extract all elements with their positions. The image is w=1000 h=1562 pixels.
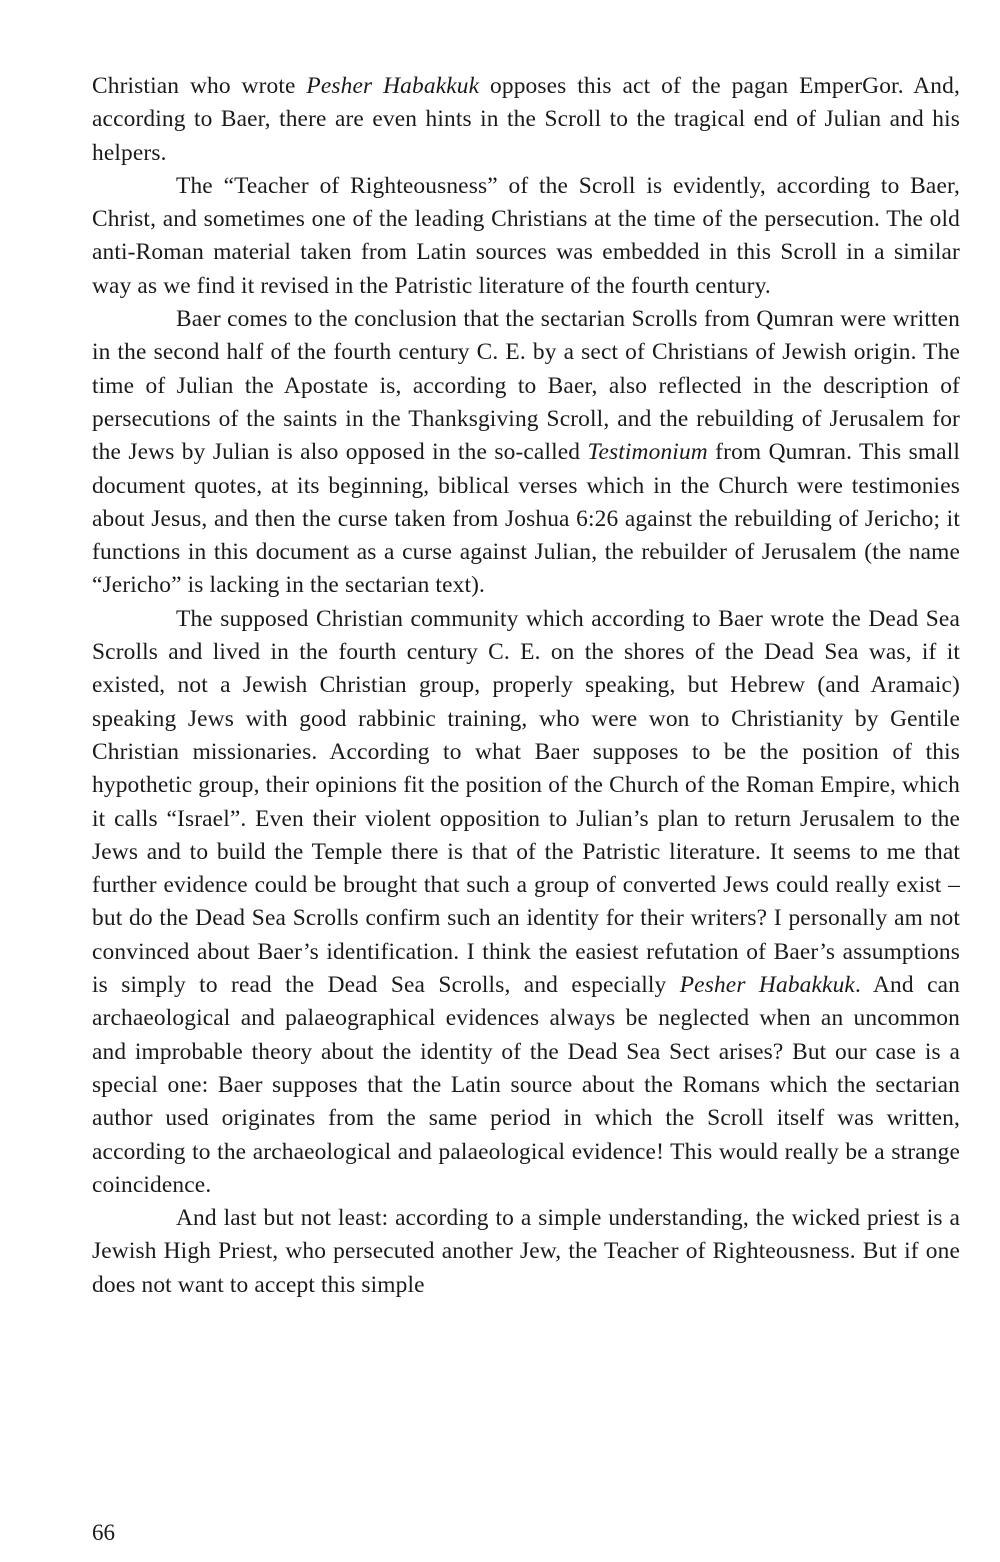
paragraph-5 bbox=[92, 1202, 960, 1302]
page-body bbox=[92, 70, 960, 1302]
p1-text-a: Christian who wrote bbox=[92, 73, 307, 99]
paragraph-4 bbox=[92, 603, 960, 1202]
p1-text-b: opposes this act of the pagan EmperGor. And, according to Baer, there are even hints in the Scroll to the tragical end of Julian and his helpers. bbox=[92, 73, 960, 166]
p4-italic-title: Pesher Habakkuk bbox=[679, 972, 855, 999]
p3-text-b: from Qumran. This small document quotes, at its beginning, biblical verses which in the Church were testimonies about Jesus, and then the curse taken from Joshua 6:26 against the rebuilding of Jericho; it functions in this document as a curse against Julian, the rebuilder of Jerusalem (the name “Jericho” is lacking in the sectarian text). bbox=[92, 439, 961, 599]
p3-italic-title: Testimonium bbox=[587, 439, 708, 466]
paragraph-1 bbox=[92, 70, 960, 170]
paragraph-3 bbox=[92, 303, 960, 603]
p5-text: And last but not least: according to a simple understanding, the wicked priest is a Jewish High Priest, who persecuted another Jew, the Teacher of Righteousness. But if one does not want to accept this simple bbox=[92, 1205, 960, 1298]
p4-text-b: . And can archaeological and palaeographical evidences always be neglected when an uncommon and improbable theory about the identity of the Dead Sea Sect arises? But our case is a special one: Baer supposes that the Latin source about the Romans which the sectarian author used originates from the same period in which the Scroll itself was written, according to the archaeological and palaeological evidence! This would really be a strange coincidence. bbox=[92, 972, 960, 1198]
paragraph-2 bbox=[92, 170, 960, 303]
p3-text-a: Baer comes to the conclusion that the sectarian Scrolls from Qumran were written in the second half of the fourth century C. E. by a sect of Christians of Jewish origin. The time of Julian the Apostate is, according to Baer, also reflected in the description of persecutions of the saints in the Thanksgiving Scroll, and the rebuilding of Jerusalem for the Jews by Julian is also opposed in the so-called bbox=[92, 306, 960, 466]
p4-text-a: The supposed Christian community which according to Baer wrote the Dead Sea Scrolls and lived in the fourth century C. E. on the shores of the Dead Sea was, if it existed, not a Jewish Christian group, properly speaking, but Hebrew (and Aramaic) speaking Jews with good rabbinic training, who were won to Christianity by Gentile Christian missionaries. According to what Baer supposes to be the position of this hypothetic group, their opinions fit the position of the Church of the Roman Empire, which it calls “Israel”. Even their violent opposition to Julian’s plan to return Jerusalem to the Jews and to build the Temple there is that of the Patristic literature. It seems to me that further evidence could be brought that such a group of converted Jews could really exist – but do the Dead Sea Scrolls confirm such an identity for their writers? I personally am not convinced about Baer’s identification. I think the easiest refutation of Baer’s assumptions is simply to read the Dead Sea Scrolls, and especially bbox=[92, 605, 960, 999]
page-number: 66 bbox=[92, 1520, 115, 1545]
p2-text: The “Teacher of Righteousness” of the Scroll is evidently, according to Baer, Christ, and sometimes one of the leading Christians at the time of the persecution. The old anti-Roman material taken from Latin sources was embedded in this Scroll in a similar way as we find it revised in the Patristic literature of the fourth century. bbox=[92, 172, 960, 299]
p1-italic-title: Pesher Habakkuk bbox=[306, 73, 480, 99]
